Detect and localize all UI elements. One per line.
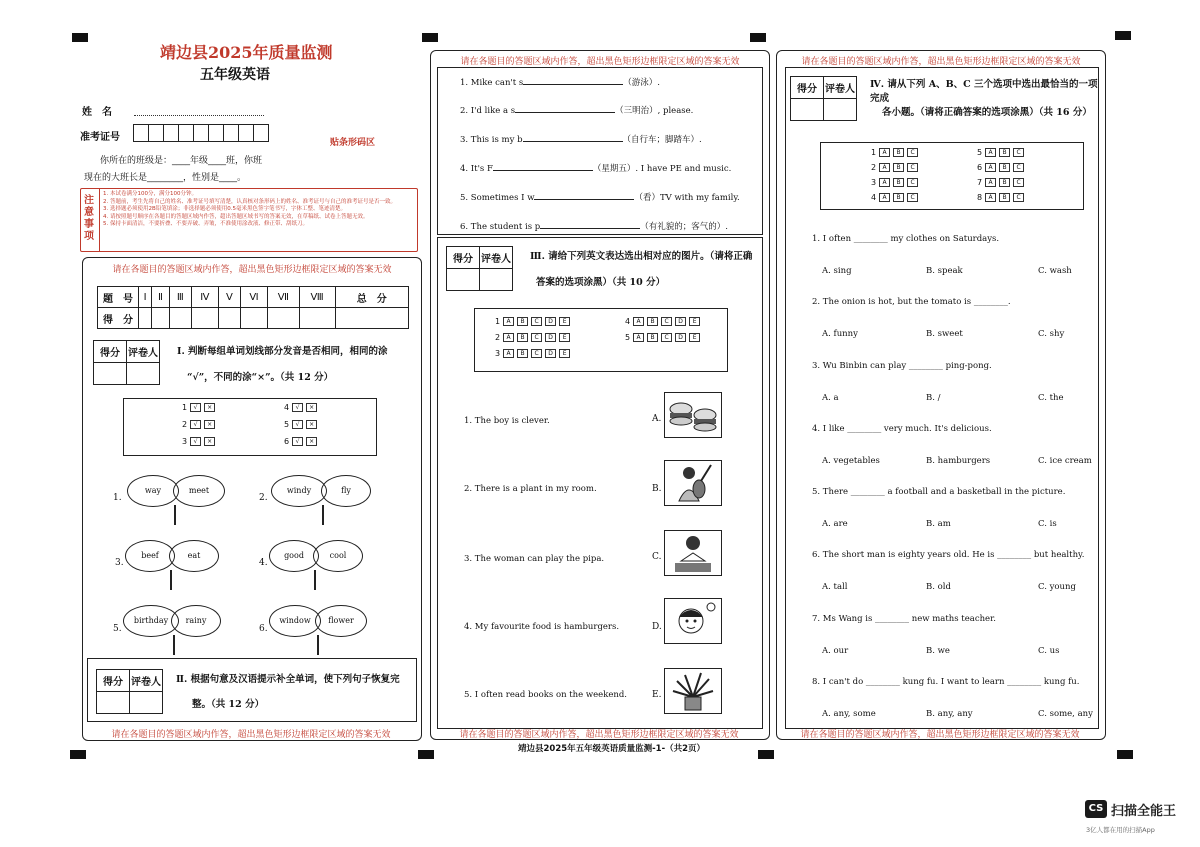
answer-area-banner: 请在各题目的答题区域内作答，超出黑色矩形边框限定区域的答案无效 (460, 57, 740, 67)
fill-blank-item: 3. This is my b （自行车；脚踏车）. (460, 135, 702, 145)
registration-mark (422, 33, 438, 42)
answer-row: 5 A B C (977, 148, 1024, 157)
column-3-panel (776, 50, 1106, 740)
match-sentence: 3. The woman can play the pipa. (464, 554, 605, 564)
answer-row: 5 A B C D E (625, 333, 700, 342)
answer-row: 2 √ × (182, 420, 215, 429)
column-2-panel (430, 50, 770, 740)
answer-area-banner: 请在各题目的答题区域内作答，超出黑色矩形边框限定区域的答案无效 (800, 730, 1080, 740)
section3-answer-box[interactable] (474, 308, 728, 372)
exam-id-boxes[interactable] (133, 124, 269, 142)
section1-title: Ⅰ. 判断每组单词划线部分发音是否相同，相同的涂 (177, 346, 388, 357)
fill-blank-item: 1. Mike can't s （游泳）. (460, 78, 660, 88)
section2-subtitle: 整。（共 12 分） (192, 699, 265, 710)
clever-boy-picture (664, 598, 722, 644)
registration-mark (418, 750, 434, 759)
match-sentence: 1. The boy is clever. (464, 416, 550, 426)
registration-mark (1115, 31, 1131, 40)
notes-box (80, 188, 418, 252)
pipa-player-picture (664, 460, 722, 506)
registration-mark (72, 33, 88, 42)
exam-subtitle: 五年级英语 (200, 67, 270, 83)
class-line-2: 现在的大班长是________，性别是____。 (84, 173, 247, 183)
scorer-box-4: 得分 评卷人 (790, 76, 857, 121)
answer-row: 3 A B C D E (495, 349, 570, 358)
column-1-panel: 请在各题目的答题区域内作答，超出黑色矩形边框限定区域的答案无效 题 号 Ⅰ Ⅱ Ⅲ Ⅳ Ⅴ Ⅵ Ⅶ Ⅷ 总 分 得 分 得分 评卷人 Ⅰ. 判断每组单词划线部分发音是否相同，相同的涂 “√”，不同的涂“×”。（共 12 分） 1 √ × 2 √ × 3 √ × 4 √ × 5 √ × 6 √ × 1. way meet 2. windy fly 3. beef eat 4. good cool 5. birthday rainy 6. window flower 得分 评卷人 Ⅱ. 根据句意及汉语提示补全单词，使下列句子恢复完 整。（共 12 分） (82, 257, 422, 741)
scorer-box-1: 得分 评卷人 (93, 340, 160, 385)
answer-row: 2 A B C (871, 163, 918, 172)
section1-subtitle: “√”，不同的涂“×”。（共 12 分） (187, 372, 334, 383)
reading-picture (664, 530, 722, 576)
answer-row: 4 √ × (284, 403, 317, 412)
match-sentence: 4. My favourite food is hamburgers. (464, 622, 620, 632)
fill-blank-item: 4. It's F （星期五）. I have PE and music. (460, 164, 732, 174)
class-line-1: 你所在的班级是：____年级____班，你班 (100, 156, 263, 166)
answer-row: 1 √ × (182, 403, 215, 412)
answer-row: 1 A B C (871, 148, 918, 157)
answer-row: 7 A B C (977, 178, 1024, 187)
notes-list: 1. 本试卷满分100分，满分100分钟。 2. 答题前，考生先将自己的姓名、准考证号填写清楚，认真核对条形码上的姓名、准考证号与自己的准考证号是否一致。 3. 选择题必须使用2B铅笔填涂；非选择题必须使用0.5毫米黑色签字笔书写，字体工整、笔迹清楚。 4. 请按照题号顺序在各题目的答题区域内作答，超出答题区域书写的答案无效，在草稿纸、试卷上答题无效。 5. 保持卡面清洁，不要折叠、不要弄破、弄皱，不准使用涂改液、修正带、刮纸刀。 (103, 191, 396, 227)
section2-body (437, 67, 763, 235)
section4-answer-box[interactable] (820, 142, 1084, 210)
answer-row: 6 √ × (284, 437, 317, 446)
app-name: 扫描全能王 (1111, 804, 1177, 819)
section2-header-box (87, 658, 417, 722)
barcode-label: 贴条形码区 (330, 138, 376, 148)
answer-area-banner: 请在各题目的答题区域内作答，超出黑色矩形边框限定区域的答案无效 (801, 57, 1081, 67)
registration-mark (758, 750, 774, 759)
answer-row: 2 A B C D E (495, 333, 570, 342)
section3-body: 得分 评卷人 Ⅲ. 请给下列英文表达选出相对应的图片。（请将正确 答案的选项涂黑）（共 10 分） 1 A B C D E 2 A B C D E 3 A B C D E 4 A B C D E 5 A B C D E 1. The boy is clever. 2. There is a plant in my room. 3. The woman can play the pipa. 4. My favourite food is hamburgers. 5. I often read books on the weekend. A. B. C. D. E. (437, 237, 763, 729)
match-sentence: 2. There is a plant in my room. (464, 484, 597, 494)
plant-picture (664, 668, 722, 714)
answer-area-banner: 请在各题目的答题区域内作答，超出黑色矩形边框限定区域的答案无效 (459, 730, 739, 740)
answer-area-banner: 请在各题目的答题区域内作答，超出黑色矩形边框限定区域的答案无效 (111, 730, 391, 740)
name-label: 姓 名 (82, 107, 112, 118)
fill-blank-item: 6. The student is p （有礼貌的；客气的）. (460, 222, 728, 232)
section3-title: Ⅲ. 请给下列英文表达选出相对应的图片。（请将正确 (530, 251, 753, 262)
camscanner-logo-icon: CS (1085, 800, 1107, 818)
answer-row: 3 A B C (871, 178, 918, 187)
name-field[interactable] (134, 115, 264, 116)
hamburger-picture (664, 392, 722, 438)
answer-row: 6 A B C (977, 163, 1024, 172)
answer-row: 4 A B C D E (625, 317, 700, 326)
page-number: 靖边县2025年五年级英语质量监测-1-（共2页） (518, 744, 706, 754)
answer-row: 5 √ × (284, 420, 317, 429)
app-tagline: 3亿人都在用的扫描App (1086, 826, 1155, 834)
section2-title: Ⅱ. 根据句意及汉语提示补全单词，使下列句子恢复完 (176, 674, 400, 685)
notes-label: 注意事项 (84, 195, 94, 242)
answer-row: 4 A B C (871, 193, 918, 202)
registration-mark (70, 750, 86, 759)
registration-mark (750, 33, 766, 42)
scorer-box-3: 得分 评卷人 (446, 246, 513, 291)
section4-subtitle: 各小题。（请将正确答案的选项涂黑）（共 16 分） (882, 107, 1092, 118)
registration-mark (1117, 750, 1133, 759)
section3-subtitle: 答案的选项涂黑）（共 10 分） (536, 277, 666, 288)
fill-blank-item: 2. I'd like a s （三明治）, please. (460, 106, 694, 116)
section4-title: Ⅳ. 请从下列 A、B、C 三个选项中选出最恰当的一项完成 (870, 79, 1098, 104)
exam-id-label: 准考证号 (80, 132, 120, 143)
exam-title: 靖边县2025年质量监测 (160, 43, 333, 62)
answer-row: 3 √ × (182, 437, 215, 446)
score-table: 题 号 Ⅰ Ⅱ Ⅲ Ⅳ Ⅴ Ⅵ Ⅶ Ⅷ 总 分 得 分 (97, 286, 409, 329)
answer-area-banner: 请在各题目的答题区域内作答，超出黑色矩形边框限定区域的答案无效 (112, 265, 392, 275)
section1-answer-box[interactable] (123, 398, 377, 456)
scorer-box-2: 得分 评卷人 (96, 669, 163, 714)
section4-body: 得分 评卷人 Ⅳ. 请从下列 A、B、C 三个选项中选出最恰当的一项完成 各小题。（请将正确答案的选项涂黑）（共 16 分） 1 A B C 2 A B C 3 A B C 4 A B C 5 A B C 6 A B C 7 A B C 8 A B C 1. I often ________ my clothes on Saturdays. A. sing B. speak C. wash 2. The onion is hot, but the tomato is ________. A. funny B. sweet C. shy 3. Wu Binbin can play ________ ping-pong. A. a B. / C. the 4. I like ________ very much. It's delicious. A. vegetables B. hamburgers C. ice cream 5. There ________ a football and a basketball in the picture. A. are B. am C. is 6. The short man is eighty years old. He is ________ but healthy. A. tall B. old C. young 7. Ms Wang is ________ new maths teacher. A. our B. we C. us 8. I can't do ________ kung fu. I want to learn ________ kung fu. A. any, some B. any, any C. some, any (785, 67, 1099, 729)
match-sentence: 5. I often read books on the weekend. (464, 690, 628, 700)
fill-blank-item: 5. Sometimes I w （看）TV with my family. (460, 193, 740, 203)
answer-row: 1 A B C D E (495, 317, 570, 326)
answer-row: 8 A B C (977, 193, 1024, 202)
